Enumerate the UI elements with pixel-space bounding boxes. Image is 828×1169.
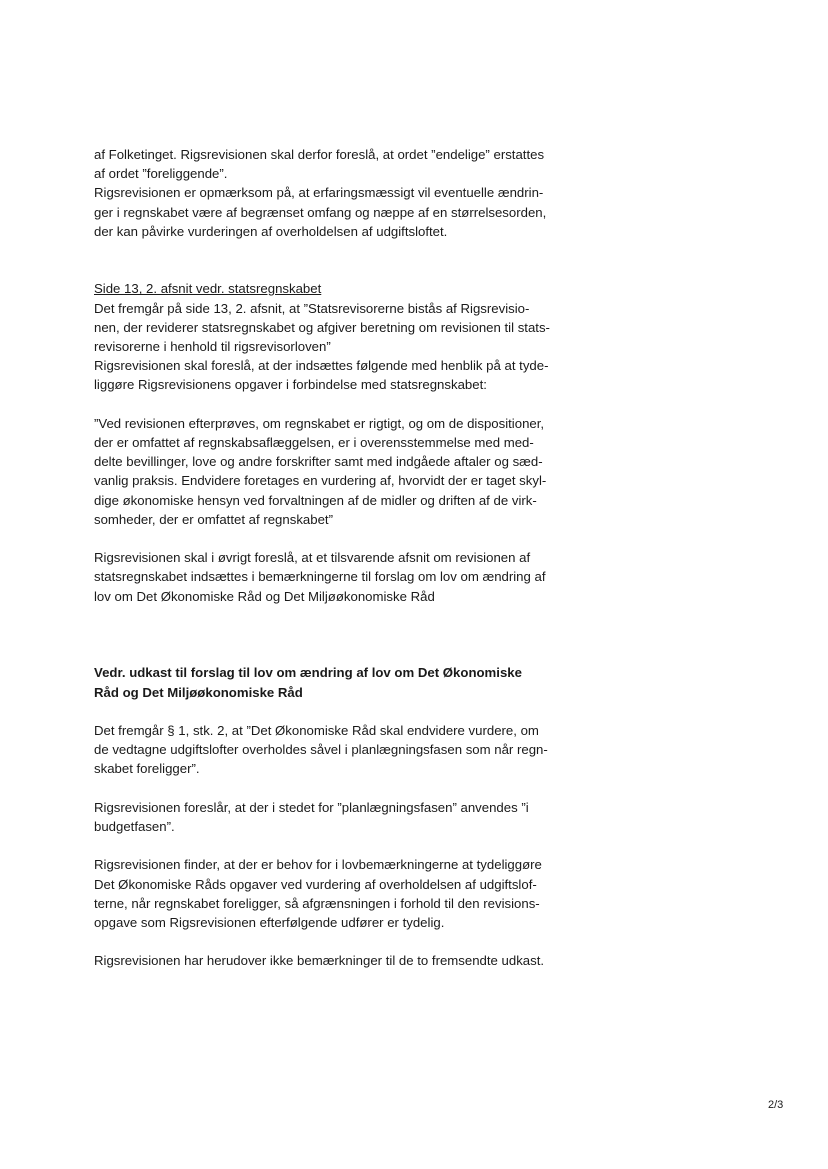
text-line: ”Ved revisionen efterprøves, om regnskabet er rigtigt, og om de dispositioner, [94,415,545,431]
text-line: af Folketinget. Rigsrevisionen skal derfor foreslå, at ordet ”endelige” erstattes [94,147,545,162]
text-line: Det Økonomiske Råds opgaver ved vurdering af overholdelsen af udgiftslof- [94,876,537,892]
section-lovforslag [94,663,594,970]
spacer [94,836,594,855]
page-number: 2/3 [768,1099,784,1111]
spacer [94,529,594,548]
text-line: Det fremgår § 1, stk. 2, at ”Det Økonomiske Råd skal endvidere vurdere, om [94,722,539,738]
spacer [94,932,594,951]
spacer [94,702,594,721]
spacer [94,606,594,625]
section-paragraph [94,299,594,395]
text-line: ger i regnskabet være af begrænset omfang og næppe af en størrelsesorden, [94,204,547,220]
text-line: der er omfattet af regnskabsaflæggelsen, er i overensstemmelse med med- [94,435,534,450]
text-line: revisorerne i henhold til rigsrevisorloven” [94,339,331,354]
spacer [94,779,594,798]
section-paragraph [94,855,594,932]
text-line: Rigsrevisionen finder, at der er behov for i lovbemærkningerne at tydeliggøre [94,857,542,873]
text-line: Rigsrevisionen foreslår, at der i stedet for ”planlægningsfasen” anvendes ”i [94,799,529,815]
spacer [94,644,594,663]
section-paragraph [94,548,594,606]
text-line: liggøre Rigsrevisionens opgaver i forbindelse med statsregnskabet: [94,377,487,393]
section-heading: Vedr. udkast til forslag til lov om ændring af lov om Det Økonomiske [94,665,522,681]
text-line: de vedtagne udgiftslofter overholdes såvel i planlægningsfasen som når regn- [94,742,548,758]
text-line: delte bevillinger, love og andre forskrifter samt med indgåede aftaler og sæd- [94,454,543,470]
spacer [94,260,594,279]
document-body [94,145,594,971]
text-line: af ordet ”foreliggende”. [94,166,228,182]
section-paragraph [94,721,594,779]
text-line: lov om Det Økonomiske Råd og Det Miljøøkonomiske Råd [94,588,435,604]
text-line: terne, når regnskabet foreligger, så afgrænsningen i forhold til den revisions- [94,895,540,911]
text-line: Det fremgår på side 13, 2. afsnit, at ”Statsrevisorerne bistås af Rigsrevisio- [94,300,530,316]
text-line: somheder, der er omfattet af regnskabet” [94,511,333,527]
spacer [94,241,594,260]
text-line: vanlig praksis. Endvidere foretages en vurdering af, hvorvidt der er taget skyl- [94,473,547,489]
section-paragraph [94,951,594,970]
text-line: skabet foreligger”. [94,761,200,777]
section-side13 [94,279,594,605]
section-heading: Side 13, 2. afsnit vedr. statsregnskabet [94,281,322,297]
spacer [94,395,594,414]
text-line: nen, der reviderer statsregnskabet og afgiver beretning om revisionen til stats- [94,319,550,335]
text-line: statsregnskabet indsættes i bemærkningerne til forslag om lov om ændring af [94,569,546,585]
text-line: Rigsrevisionen skal foreslå, at der indsættes følgende med henblik på at tyde- [94,358,549,374]
quoted-text [94,414,594,529]
text-line: Rigsrevisionen har herudover ikke bemærkninger til de to fremsendte udkast. [94,953,545,969]
section-heading: Råd og Det Miljøøkonomiske Råd [94,684,303,700]
text-line: opgave som Rigsrevisionen efterfølgende udfører er tydelig. [94,914,445,930]
spacer [94,625,594,644]
text-line: Rigsrevisionen er opmærksom på, at erfaringsmæssigt vil eventuelle ændrin- [94,185,544,201]
text-line: budgetfasen”. [94,818,175,834]
text-line: dige økonomiske hensyn ved forvaltningen af de midler og driften af de virk- [94,492,537,508]
section-paragraph [94,798,594,836]
text-line: der kan påvirke vurderingen af overholdelsen af udgiftsloftet. [94,223,448,239]
text-line: Rigsrevisionen skal i øvrigt foreslå, at et tilsvarende afsnit om revisionen af [94,550,531,566]
intro-paragraph [94,145,594,241]
